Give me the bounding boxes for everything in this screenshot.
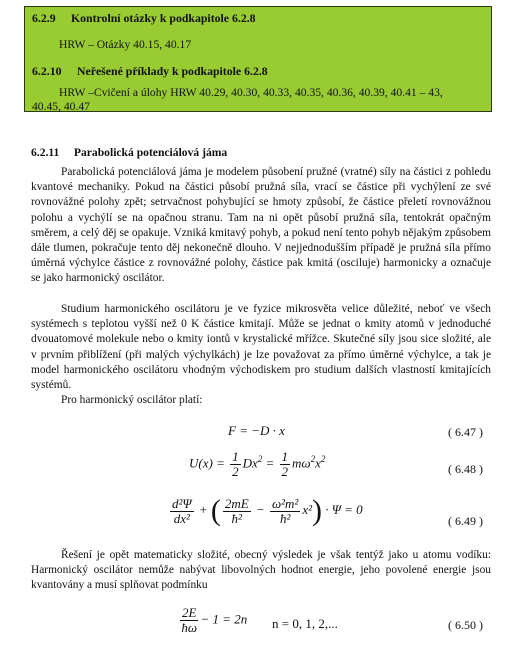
term: x <box>315 455 321 471</box>
equation-number: ( 6.48 ) <box>448 462 483 476</box>
equation-6-50 <box>178 606 247 635</box>
exercises-text-line1: HRW –Cvičení a úlohy HRW 40.29, 40.30, 40.33, 40.35, 40.36, 40.39, 40.41 – 43, <box>59 86 443 99</box>
heading-6-2-9 <box>32 11 256 26</box>
questions-text: HRW – Otázky 40.15, 40.17 <box>59 38 192 51</box>
paragraph-importance: Studium harmonického oscilátoru je ve fyzice mikrosvěta velice důležité, neboť ve všech systémech s teplotou vyšší než 0 K částice kmitají. Může se jednat o kmity atomů v jednoduché dvouatomové molekule nebo o kmity iontů v krystalické mřížce. Skutečné síly jsou sice složité, ale v prvním přiblížení (při malých výchylkách) je lze považovat za přímo úměrné výchylce, a tak je model harmonického oscilátoru vhodným východiskem pro studium dalších vlastností kmitajících systémů. <box>31 303 491 392</box>
heading-number: 6.2.10 <box>32 64 62 78</box>
plus-sign: + <box>198 501 208 517</box>
heading-6-2-11 <box>31 146 227 159</box>
exercises-text-line2: 40.45, 40.47 <box>32 100 90 113</box>
fraction: $\frac{2E}{ħ\omega}$ <box>181 605 198 635</box>
term: · Ψ = 0 <box>325 501 363 517</box>
paragraph-intro: Parabolická potenciálová jáma je modelem působení pružné (vratné) síly na částici z pohledu kvantové mechaniky. Pokud na částici působí pružná síla, vrací se částice při vychýlení ze své rovnovážné polohy zpět; setrvačnost pohybující se hmoty způsobí, že částice přeletí rovnovážnou polohu a vychýlí se na opačnou stranu. Tam na ni opět působí pružná síla, tentokrát opačným směrem, a celý děj se opakuje. Vzniká kmitavý pohyb, a pokud není tento pohyb nějakým způsobem dále tlumen, pokračuje tento děj nekonečně dlouho. V nejjednodušším případě je pružná síla přímo úměrná výchylce částice z rovnovážné polohy, částice pak kmitá (osciluje) harmonicky a označuje se jako harmonický oscilátor. <box>31 166 491 285</box>
equation-number: ( 6.49 ) <box>448 514 483 528</box>
heading-title: Kontrolní otázky k podkapitole 6.2.8 <box>70 11 256 25</box>
heading-title: Neřešené příklady k podkapitole 6.2.8 <box>76 64 268 78</box>
heading-6-2-10 <box>32 64 268 79</box>
heading-number: 6.2.9 <box>32 11 56 25</box>
equation-6-48: U(x) = $\frac{1}{2}$ Dx$^2$ = $\frac{1}{2}$ $m\omega^2x^2$ <box>189 449 326 479</box>
equation-number: ( 6.50 ) <box>448 618 483 632</box>
fraction: $\frac{2mE}{\text{ħ²}}$ <box>224 495 249 526</box>
paragraph-solution: Řešení je opět matematicky složité, obecný výsledek je však tentýž jako u atomu vodíku: Harmonický oscilátor nemůže nabývat libovolných hodnot energie, jeho povolené energie jsou kvantovány a musí splňovat podmínku <box>31 549 491 592</box>
minus-sign: − <box>255 501 265 517</box>
equation-lhs: U(x) = <box>189 455 225 471</box>
equation-condition: n = 0, 1, 2,... <box>272 616 338 631</box>
heading-title: Parabolická potenciálová jáma <box>73 146 228 159</box>
term: mω <box>292 455 311 471</box>
term: x² <box>302 501 312 517</box>
fraction: $\frac{1}{2}$ <box>232 449 239 479</box>
paragraph-formula-intro: Pro harmonický oscilátor platí: <box>61 394 203 406</box>
equals-sign: = <box>265 455 275 471</box>
fraction: $\frac{1}{2}$ <box>281 449 289 479</box>
fraction: $\frac{\text{ω²m²}}{\text{ħ²}}$ <box>271 495 299 526</box>
term: Dx <box>242 455 258 471</box>
heading-number: 6.2.11 <box>31 146 60 159</box>
fraction: $\frac{\text{d²Ψ}}{\text{dx²}}$ <box>172 495 192 526</box>
equation-6-49: $\frac{\text{d²Ψ}}{\text{dx²}}$ + ( $\frac{2mE}{\text{ħ²}}$ − $\frac{\text{ω²m²}}{\text{ħ²}}$ x²) · Ψ = 0 <box>172 494 363 527</box>
equation-6-47: F = −D · x <box>228 423 285 438</box>
equation-number: ( 6.47 ) <box>448 425 483 439</box>
term: − 1 = 2n <box>200 611 248 627</box>
